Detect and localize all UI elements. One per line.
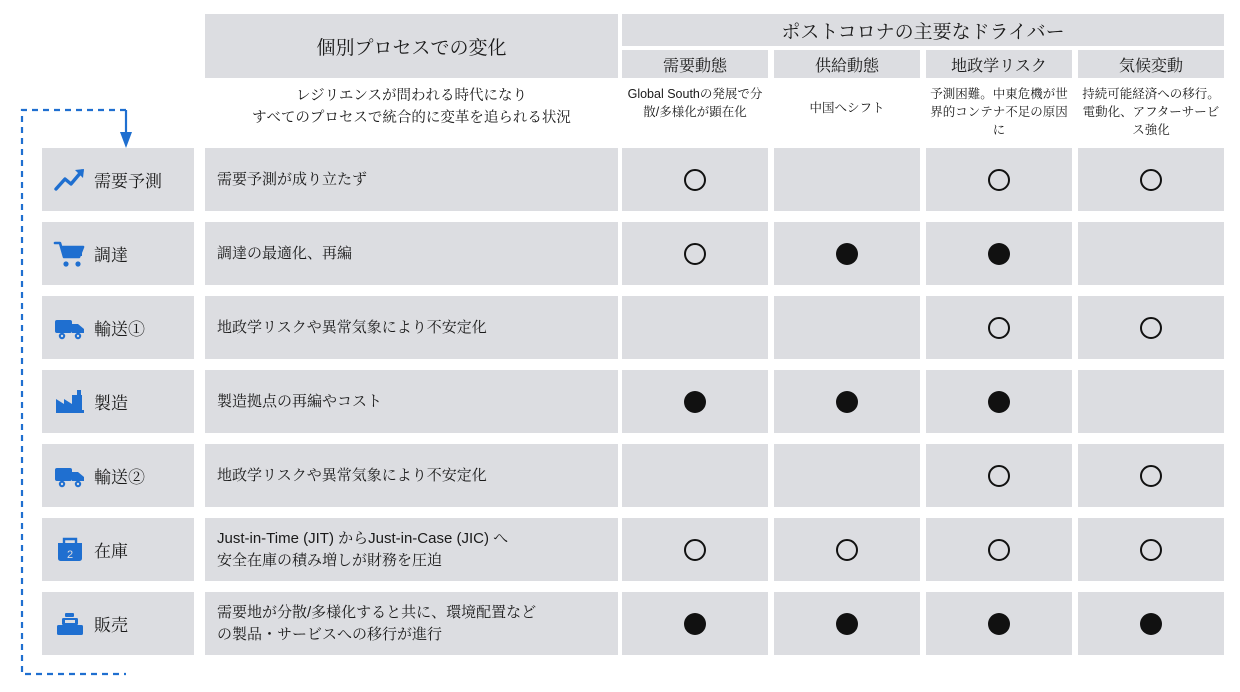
mark-filled — [1140, 613, 1162, 635]
process-label-text: 調達 — [94, 246, 128, 265]
table-row — [0, 222, 1240, 285]
cell-6-1 — [774, 592, 920, 655]
process-description-0 — [205, 148, 618, 211]
row-desc-line1: 地政学リスクや異常気象により不安定化 — [217, 466, 487, 484]
driver-cells-1 — [622, 222, 1224, 285]
cell-0-0 — [622, 148, 768, 211]
driver-name-0: 需要動態 — [622, 50, 768, 78]
left-header-subtitle — [205, 86, 618, 130]
truck-icon — [52, 311, 88, 345]
process-description-6 — [205, 592, 618, 655]
driver-cells-4 — [622, 444, 1224, 507]
row-desc-line1: 需要予測が成り立たず — [217, 170, 368, 188]
process-label-text: 製造 — [94, 394, 128, 413]
process-label-0[interactable] — [42, 148, 194, 211]
table-row — [0, 592, 1240, 655]
mark-open — [1140, 169, 1162, 191]
mark-open — [836, 539, 858, 561]
process-label-4[interactable] — [42, 444, 194, 507]
cell-3-0 — [622, 370, 768, 433]
process-label-text: 在庫 — [94, 542, 128, 561]
mark-filled — [684, 391, 706, 413]
driver-name-3: 気候変動 — [1078, 50, 1224, 78]
mark-filled — [836, 391, 858, 413]
cell-3-3 — [1078, 370, 1224, 433]
row-desc-line2: 安全在庫の積み増しが財務を圧迫 — [217, 551, 443, 569]
drivers-header-title: ポストコロナの主要なドライバー — [622, 14, 1224, 46]
mark-open — [1140, 317, 1162, 339]
driver-column-3 — [1078, 50, 1224, 139]
mark-open — [988, 465, 1010, 487]
left-header-subtitle-line2: すべてのプロセスで統合的に変革を追られる状況 — [252, 109, 571, 126]
mark-filled — [988, 613, 1010, 635]
cell-3-2 — [926, 370, 1072, 433]
driver-desc-3: 持続可能経済への移行。電動化、アフターサービス強化 — [1082, 87, 1220, 137]
mark-filled — [836, 243, 858, 265]
driver-columns — [622, 50, 1224, 139]
cell-1-3 — [1078, 222, 1224, 285]
cell-1-0 — [622, 222, 768, 285]
shopping-cart-icon — [52, 237, 88, 271]
cell-0-3 — [1078, 148, 1224, 211]
driver-cells-5 — [622, 518, 1224, 581]
mark-open — [988, 539, 1010, 561]
cell-0-2 — [926, 148, 1072, 211]
process-description-5 — [205, 518, 618, 581]
process-label-text: 需要予測 — [94, 172, 162, 191]
process-description-3 — [205, 370, 618, 433]
driver-column-2 — [926, 50, 1072, 139]
process-label-text: 輸送① — [94, 320, 145, 339]
inventory-box-icon — [52, 533, 88, 567]
row-desc-line1: Just-in-Time (JIT) からJust-in-Case (JIC) へ — [217, 529, 509, 547]
driver-cells-0 — [622, 148, 1224, 211]
cell-4-3 — [1078, 444, 1224, 507]
process-rows — [0, 148, 1240, 666]
cell-5-3 — [1078, 518, 1224, 581]
process-description-2 — [205, 296, 618, 359]
driver-name-2: 地政学リスク — [926, 50, 1072, 78]
row-desc-line1: 需要地が分散/多様化すると共に、環境配置など — [217, 603, 537, 621]
driver-desc-0: Global Southの発展で分散/多様化が顕在化 — [627, 87, 763, 119]
cell-1-2 — [926, 222, 1072, 285]
mark-open — [988, 317, 1010, 339]
driver-name-1: 供給動態 — [774, 50, 920, 78]
table-row — [0, 518, 1240, 581]
cell-2-0 — [622, 296, 768, 359]
driver-desc-1: 中国へシフト — [809, 101, 885, 115]
process-description-1 — [205, 222, 618, 285]
cell-2-2 — [926, 296, 1072, 359]
cell-0-1 — [774, 148, 920, 211]
row-desc-line1: 製造拠点の再編やコスト — [217, 392, 383, 410]
cell-5-1 — [774, 518, 920, 581]
driver-cells-2 — [622, 296, 1224, 359]
table-row — [0, 296, 1240, 359]
left-header-title: 個別プロセスでの変化 — [205, 14, 618, 78]
process-label-1[interactable] — [42, 222, 194, 285]
row-desc-line2: の製品・サービスへの移行が進行 — [217, 625, 443, 643]
table-row — [0, 444, 1240, 507]
cell-4-0 — [622, 444, 768, 507]
table-row — [0, 370, 1240, 433]
process-label-text: 販売 — [94, 616, 128, 635]
left-header-subtitle-line1: レジリエンスが問われる時代になり — [296, 88, 527, 104]
process-label-text: 輸送② — [94, 468, 145, 487]
process-label-5[interactable] — [42, 518, 194, 581]
mark-open — [988, 169, 1010, 191]
cell-2-1 — [774, 296, 920, 359]
driver-desc-2: 予測困難。中東危機が世界的コンテナ不足の原因に — [930, 87, 1068, 137]
mark-filled — [988, 243, 1010, 265]
mark-filled — [836, 613, 858, 635]
process-label-6[interactable] — [42, 592, 194, 655]
driver-column-1 — [774, 50, 920, 139]
driver-cells-6 — [622, 592, 1224, 655]
mark-filled — [988, 391, 1010, 413]
row-desc-line1: 調達の最適化、再編 — [217, 244, 353, 262]
cell-5-2 — [926, 518, 1072, 581]
mark-open — [684, 243, 706, 265]
mark-open — [684, 539, 706, 561]
cell-6-3 — [1078, 592, 1224, 655]
cell-6-2 — [926, 592, 1072, 655]
svg-text:2: 2 — [66, 548, 74, 561]
cell-1-1 — [774, 222, 920, 285]
truck-icon — [52, 459, 88, 493]
cell-2-3 — [1078, 296, 1224, 359]
process-label-2[interactable] — [42, 296, 194, 359]
mark-open — [1140, 539, 1162, 561]
table-row — [0, 148, 1240, 211]
driver-cells-3 — [622, 370, 1224, 433]
cell-5-0 — [622, 518, 768, 581]
mark-open — [684, 169, 706, 191]
process-description-4 — [205, 444, 618, 507]
driver-column-0 — [622, 50, 768, 139]
cell-4-1 — [774, 444, 920, 507]
cash-register-icon — [52, 607, 88, 641]
mark-open — [1140, 465, 1162, 487]
cell-6-0 — [622, 592, 768, 655]
process-label-3[interactable] — [42, 370, 194, 433]
factory-icon — [52, 385, 88, 419]
cell-4-2 — [926, 444, 1072, 507]
mark-filled — [684, 613, 706, 635]
row-desc-line1: 地政学リスクや異常気象により不安定化 — [217, 318, 487, 336]
cell-3-1 — [774, 370, 920, 433]
trend-up-icon — [52, 163, 88, 197]
